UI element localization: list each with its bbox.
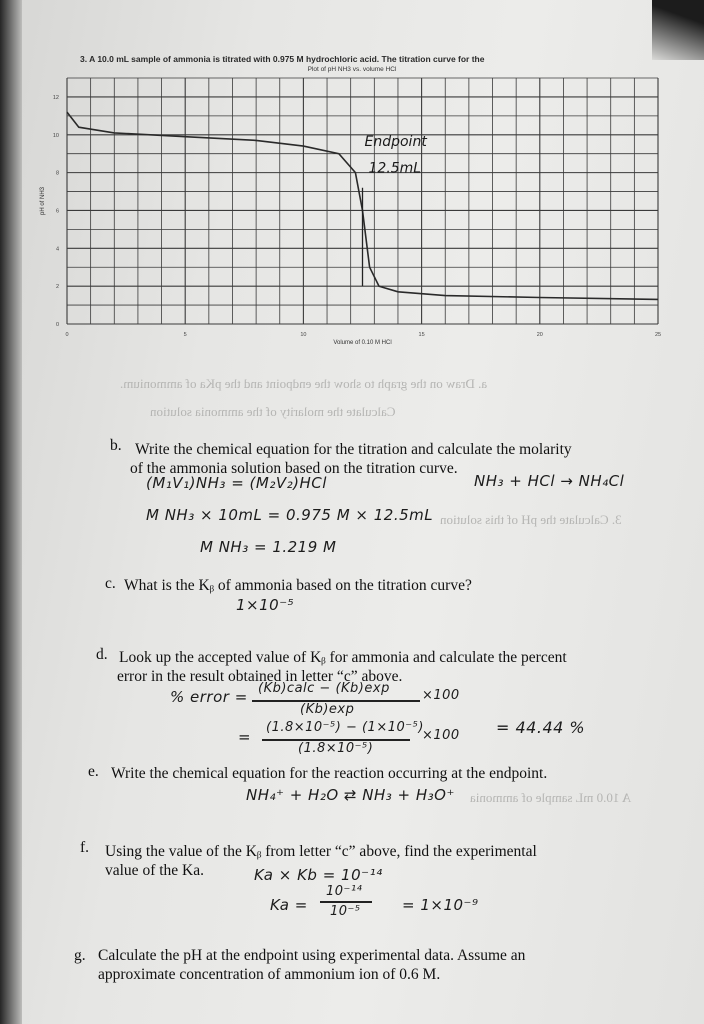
x-axis-label: Volume of 0.10 M HCl bbox=[333, 340, 392, 346]
part-e-label: e. bbox=[88, 763, 99, 780]
percent-error-denominator: (Kb)exp bbox=[300, 702, 355, 717]
part-d-label: d. bbox=[96, 646, 108, 663]
equals-sign: = bbox=[238, 728, 252, 746]
part-c-answer: 1×10⁻⁵ bbox=[236, 596, 295, 614]
part-f-question bbox=[105, 842, 675, 880]
y-tick-label: 4 bbox=[55, 246, 59, 253]
part-b-label: b. bbox=[110, 437, 122, 454]
part-c-label: c. bbox=[105, 575, 116, 592]
x-tick-labels bbox=[65, 332, 661, 338]
part-b-line1: Write the chemical equation for the titration and calculate the molarity bbox=[135, 441, 572, 458]
percent-error-numerator: (Kb)calc − (Kb)exp bbox=[258, 681, 390, 696]
part-d-line2: error in the result obtained in letter “c” above. bbox=[117, 668, 403, 685]
x-tick-label: 5 bbox=[183, 332, 187, 338]
x-tick-label: 25 bbox=[654, 332, 662, 338]
ka-numerator: 10⁻¹⁴ bbox=[326, 884, 363, 899]
percent-error-denominator-values: (1.8×10⁻⁵) bbox=[298, 741, 374, 756]
part-f-line2: value of the Ka. bbox=[105, 862, 204, 879]
part-g-line2: approximate concentration of ammonium ion of 0.6 M. bbox=[98, 966, 441, 983]
part-g-line1: Calculate the pH at the endpoint using experimental data. Assume an bbox=[98, 947, 526, 964]
titration-chart bbox=[0, 0, 704, 360]
x-tick-label: 15 bbox=[418, 332, 425, 338]
fraction-bar bbox=[320, 901, 372, 903]
percent-error-result: = 44.44 % bbox=[496, 718, 586, 737]
part-f-label: f. bbox=[80, 839, 90, 856]
part-b-result: M NH₃ = 1.219 M bbox=[200, 538, 337, 556]
bleed-through-text: a. Draw on the graph to show the endpoint and the pKa of ammonium. bbox=[120, 376, 488, 391]
percent-error-label: % error = bbox=[170, 688, 248, 706]
y-tick-label: 0 bbox=[55, 322, 59, 328]
chart-title: Plot of pH NH3 vs. volume HCl bbox=[307, 66, 397, 73]
part-e-answer: NH₄⁺ + H₂O ⇄ NH₃ + H₃O⁺ bbox=[246, 786, 455, 804]
y-tick-label: 12 bbox=[52, 94, 59, 101]
y-tick-label: 6 bbox=[55, 208, 59, 215]
y-tick-label: 2 bbox=[55, 284, 59, 291]
endpoint-annotation: 12.5mL bbox=[368, 160, 422, 177]
part-b-work-2: M NH₃ × 10mL = 0.975 M × 12.5mL bbox=[146, 506, 434, 524]
part-b-work-1: (M₁V₁)NH₃ = (M₂V₂)HCl bbox=[146, 474, 327, 492]
part-f-work-1: Ka × Kb = 10⁻¹⁴ bbox=[254, 866, 383, 884]
ka-denominator: 10⁻⁵ bbox=[330, 904, 361, 919]
times-100: ×100 bbox=[422, 688, 460, 703]
y-tick-labels bbox=[53, 95, 59, 328]
percent-error-numerator-values: (1.8×10⁻⁵) − (1×10⁻⁵) bbox=[266, 720, 424, 735]
part-c-question: What is the Kᵦ of ammonia based on the titration curve? bbox=[124, 577, 472, 594]
part-g-question bbox=[98, 946, 688, 984]
part-g-label: g. bbox=[74, 947, 86, 964]
x-tick-label: 0 bbox=[65, 332, 69, 338]
y-tick-label: 10 bbox=[52, 132, 59, 139]
part-b-equation: NH₃ + HCl → NH₄Cl bbox=[474, 472, 625, 490]
part-f-line1: Using the value of the Kᵦ from letter “c” above, find the experimental bbox=[105, 843, 537, 860]
ka-result: = 1×10⁻⁹ bbox=[402, 896, 479, 914]
times-100: ×100 bbox=[422, 728, 460, 743]
bleed-through-text: A 10.0 mL sample of ammonia bbox=[470, 790, 632, 805]
x-tick-label: 10 bbox=[300, 332, 307, 338]
part-e-question: Write the chemical equation for the reaction occurring at the endpoint. bbox=[111, 765, 548, 782]
y-axis-label: pH of NH3 bbox=[40, 186, 46, 216]
x-tick-label: 20 bbox=[536, 332, 543, 338]
part-b-line2: of the ammonia solution based on the titration curve. bbox=[130, 460, 458, 477]
ka-label: Ka = bbox=[270, 896, 308, 914]
endpoint-annotation: Endpoint bbox=[364, 134, 427, 151]
bleed-through-text: 3. Calculate the pH of this solution bbox=[440, 512, 622, 527]
part-d-line1: Look up the accepted value of Kᵦ for ammonia and calculate the percent bbox=[119, 649, 567, 666]
question-3-header: 3. A 10.0 mL sample of ammonia is titrated with 0.975 M hydrochloric acid. The titration curve for the bbox=[80, 54, 485, 64]
part-d-question bbox=[119, 648, 679, 686]
y-tick-label: 8 bbox=[55, 170, 59, 177]
bleed-through-text: Calculate the molarity of the ammonia solution bbox=[150, 404, 396, 419]
